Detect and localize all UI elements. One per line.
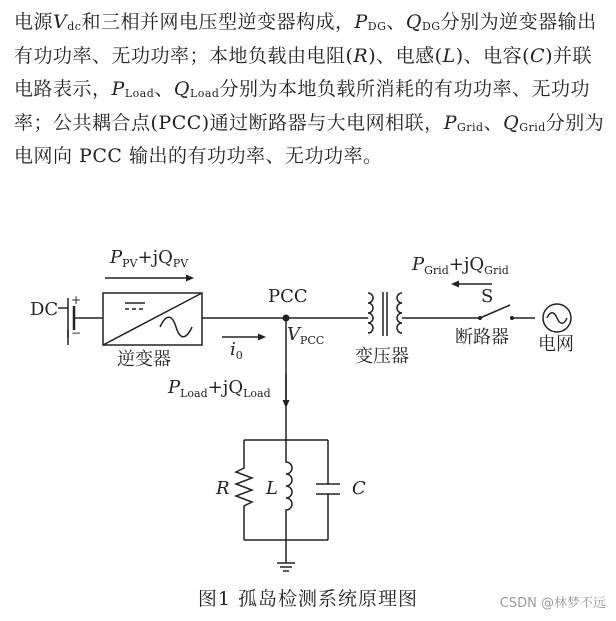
inverter-ac-symbol: [160, 317, 192, 337]
inverter-diagonal: [103, 293, 202, 345]
pv-power-label: $P_{PV}+jQ_{PV}$: [110, 247, 189, 270]
capacitor-label: C: [352, 478, 366, 499]
load-power-label: $P_{Load}+jQ_{Load}$: [168, 377, 271, 400]
resistor-label: R: [216, 478, 230, 499]
transformer-primary: [368, 293, 373, 333]
transformer-label: 变压器: [355, 346, 409, 367]
figure-caption: 图1 孤岛检测系统原理图: [197, 588, 419, 610]
body-paragraph: 电源$V_{dc}$和三相并网电压型逆变器构成，$P_{DG}$、$Q_{DG}$分别为逆变器输出有功功率、无功功率；本地负载由电阻(R)、电感(L)、电容(C)并联电路表示，$P_{Load}$、$Q_{Load}$分别为本地负载所消耗的有功功率、无功功率；公共耦合点(PCC)通过断路器与大电网相联，$P_{Grid}$、$Q_{Grid}$分别为电网向 PCC 输出的有功功率、无功功率。: [14, 11, 605, 167]
grid-power-arrowhead: [451, 281, 459, 288]
pv-power-arrowhead: [186, 275, 194, 282]
dc-plus-sign: +: [71, 293, 82, 307]
i0-arrowhead: [258, 334, 266, 341]
dc-minus-sign: −: [71, 326, 82, 340]
load-power-arrowhead: [283, 400, 290, 408]
dc-label: DC: [30, 299, 59, 320]
pcc-node: [283, 315, 290, 322]
inverter-label: 逆变器: [117, 349, 171, 370]
breaker-label: 断路器: [455, 327, 509, 348]
resistor-symbol: [236, 440, 252, 540]
grid-label: 电网: [538, 334, 574, 355]
vpcc-label: $V_{PCC}$: [287, 324, 325, 347]
inductor-symbol: [286, 440, 292, 540]
i0-label: $i_0$: [230, 339, 243, 362]
pcc-label: PCC: [268, 286, 308, 307]
transformer-secondary: [397, 293, 402, 333]
grid-sine-symbol: [547, 313, 567, 324]
breaker-contact-right: [510, 316, 514, 320]
breaker-contact-left: [478, 316, 482, 320]
inductor-label: L: [266, 478, 278, 499]
grid-power-label: $P_{Grid}+jQ_{Grid}$: [412, 254, 509, 277]
switch-label: S: [481, 286, 494, 307]
watermark: CSDN @林梦不远: [499, 596, 606, 611]
circuit-diagram: [0, 228, 616, 578]
